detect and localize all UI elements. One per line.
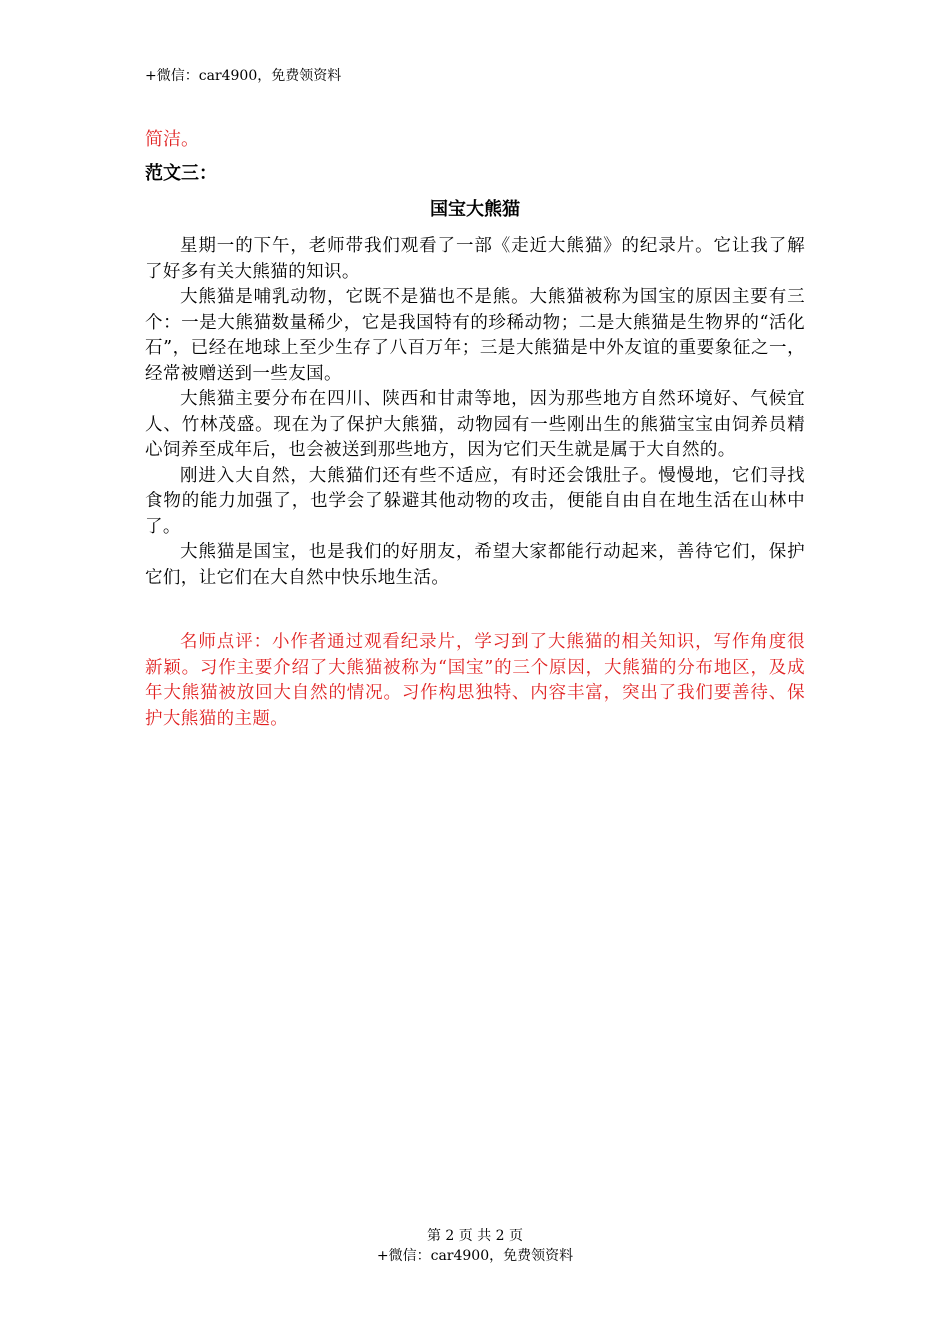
page-footer [0,1226,950,1266]
page-number: 第 2 页 共 2 页 [426,1228,524,1244]
section-heading: 范文三： [145,163,217,184]
essay-paragraph-2: 大熊猫是哺乳动物，它既不是猫也不是熊。大熊猫被称为国宝的原因主要有三个：一是大熊猫数量稀少，它是我国特有的珍稀动物；二是大熊猫是生物界的“活化石”，已经在地球上至少生存了八百万年；三是大熊猫是中外友谊的重要象征之一，经常被赠送到一些友国。 [145,287,805,384]
essay-paragraph-5: 大熊猫是国宝，也是我们的好朋友，希望大家都能行动起来，善待它们，保护它们，让它们在大自然中快乐地生活。 [145,542,805,588]
header-promo-note: +微信：car4900，免费领资料 [145,68,342,84]
essay-paragraph-4: 刚进入大自然，大熊猫们还有些不适应，有时还会饿肚子。慢慢地，它们寻找食物的能力加强了，也学会了躲避其他动物的攻击，便能自由自在地生活在山林中了。 [145,465,805,537]
previous-comment-tail: 简洁。 [145,129,199,150]
essay-body [145,234,805,591]
essay-paragraph-3: 大熊猫主要分布在四川、陕西和甘肃等地，因为那些地方自然环境好、气候宜人、竹林茂盛。现在为了保护大熊猫，动物园有一些刚出生的熊猫宝宝由饲养员精心饲养至成年后，也会被送到那些地方，因为它们天生就是属于大自然的。 [145,389,805,460]
teacher-commentary: 名师点评：小作者通过观看纪录片，学习到了大熊猫的相关知识，写作角度很新颖。习作主要介绍了大熊猫被称为“国宝”的三个原因，大熊猫的分布地区，及成年大熊猫被放回大自然的情况。习作构思独特、内容丰富，突出了我们要善待、保护大熊猫的主题。 [145,632,805,729]
footer-promo-note: +微信：car4900，免费领资料 [376,1248,574,1264]
essay-title: 国宝大熊猫 [430,199,520,220]
essay-paragraph-1: 星期一的下午，老师带我们观看了一部《走近大熊猫》的纪录片。它让我了解了好多有关大熊猫的知识。 [145,236,805,282]
